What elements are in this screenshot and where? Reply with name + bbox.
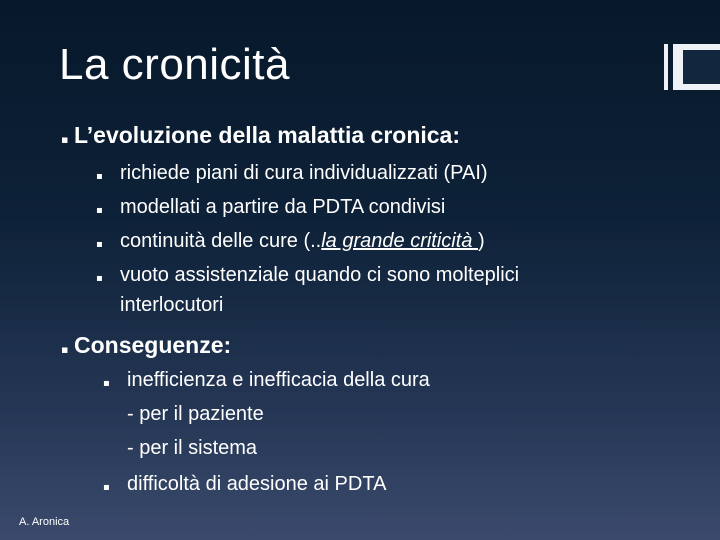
list-item (96, 196, 445, 219)
corner-bar-thin (664, 44, 668, 90)
section-heading-text: L’evoluzione della malattia cronica: (74, 122, 461, 148)
section-heading-evolution (61, 122, 460, 149)
list-subitem (127, 437, 257, 460)
corner-decoration (664, 44, 720, 90)
list-item-text: interlocutori (120, 294, 224, 316)
list-item (96, 230, 485, 253)
list-item-text: modellati a partire da PDTA condivisi (120, 196, 446, 218)
list-item (103, 369, 430, 392)
slide-footer-author: A. Aronica (19, 516, 70, 528)
section-heading-consequences (61, 332, 231, 359)
section-heading-text: Conseguenze: (74, 332, 232, 358)
list-item (96, 264, 519, 287)
list-item-text: inefficienza e inefficacia della cura (127, 369, 430, 391)
bullet-square-icon: ▪ (96, 273, 103, 284)
bullet-square-icon: ▪ (96, 171, 103, 182)
list-item-text-suffix: ) (477, 230, 485, 252)
list-item-text-underlined: la grande criticità (321, 230, 478, 252)
list-item-continuation (120, 294, 223, 317)
bullet-square-icon: ▪ (96, 239, 103, 250)
list-item-text: - per il sistema (127, 437, 258, 459)
list-item-text: vuoto assistenziale quando ci sono molteplici (120, 264, 520, 286)
list-item-text: richiede piani di cura individualizzati (PAI) (120, 162, 488, 184)
bullet-square-icon: ▪ (61, 343, 69, 356)
list-subitem (127, 403, 264, 426)
list-item-text: difficoltà di adesione ai PDTA (127, 473, 387, 495)
bullet-square-icon: ▪ (103, 482, 110, 493)
bullet-square-icon: ▪ (61, 133, 69, 146)
list-item (96, 162, 488, 185)
list-item (103, 473, 386, 496)
list-item-text: - per il paziente (127, 403, 264, 425)
bullet-square-icon: ▪ (103, 378, 110, 389)
bullet-square-icon: ▪ (96, 205, 103, 216)
slide-title: La cronicità (59, 40, 291, 89)
corner-bar-inner (683, 50, 720, 84)
list-item-text-prefix: continuità delle cure (.. (120, 230, 322, 252)
